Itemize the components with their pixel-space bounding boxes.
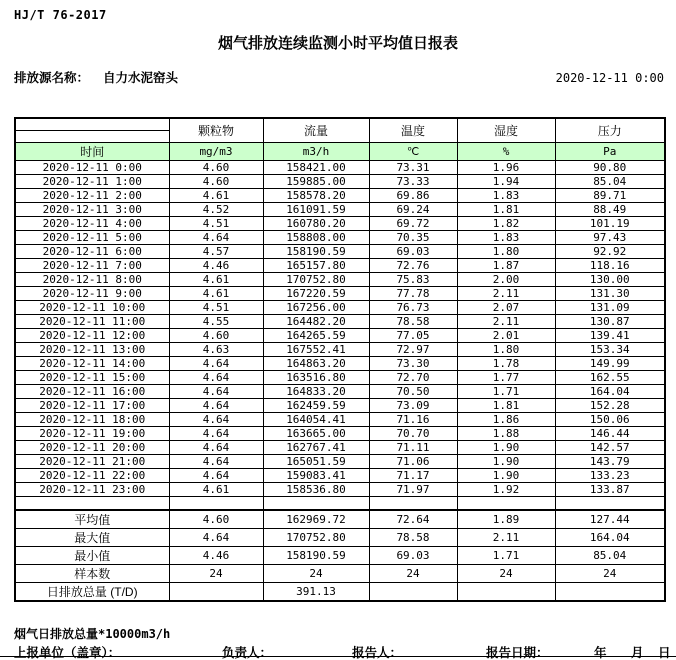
table-row — [15, 398, 665, 412]
value-cell: 92.92 — [555, 244, 665, 258]
value-cell: 69.86 — [369, 188, 457, 202]
value-cell: 4.64 — [169, 230, 263, 244]
summary-value-cell: 78.58 — [369, 528, 457, 546]
value-cell: 4.55 — [169, 314, 263, 328]
value-cell: 149.99 — [555, 356, 665, 370]
units-header-row — [15, 142, 665, 160]
summary-value-cell: 85.04 — [555, 546, 665, 564]
time-cell: 2020-12-11 15:00 — [15, 370, 169, 384]
col-header-flow: 流量 — [263, 118, 369, 142]
summary-value-cell: 127.44 — [555, 510, 665, 529]
time-cell: 2020-12-11 10:00 — [15, 300, 169, 314]
table-row — [15, 356, 665, 370]
summary-value-cell: 164.04 — [555, 528, 665, 546]
value-cell: 4.52 — [169, 202, 263, 216]
day-label: 日 — [658, 646, 671, 660]
value-cell: 1.96 — [457, 160, 555, 174]
value-cell: 88.49 — [555, 202, 665, 216]
summary-value-cell: 72.64 — [369, 510, 457, 529]
value-cell: 1.90 — [457, 454, 555, 468]
summary-body — [15, 510, 665, 601]
value-cell: 153.34 — [555, 342, 665, 356]
unit-temp: ℃ — [369, 142, 457, 160]
summary-label: 平均值 — [15, 510, 169, 529]
value-cell: 161091.59 — [263, 202, 369, 216]
value-cell: 1.83 — [457, 188, 555, 202]
summary-row — [15, 564, 665, 582]
time-cell: 2020-12-11 13:00 — [15, 342, 169, 356]
table-row — [15, 258, 665, 272]
value-cell: 73.30 — [369, 356, 457, 370]
value-cell: 72.97 — [369, 342, 457, 356]
value-cell: 162.55 — [555, 370, 665, 384]
time-cell: 2020-12-11 5:00 — [15, 230, 169, 244]
value-cell: 170752.80 — [263, 272, 369, 286]
summary-value-cell: 4.46 — [169, 546, 263, 564]
time-cell: 2020-12-11 0:00 — [15, 160, 169, 174]
reporting-unit-label: 上报单位（盖章）： — [14, 646, 121, 660]
year-label: 年 — [594, 646, 607, 660]
value-cell: 167220.59 — [263, 286, 369, 300]
summary-row — [15, 582, 665, 601]
table-row — [15, 202, 665, 216]
table-row — [15, 286, 665, 300]
value-cell: 146.44 — [555, 426, 665, 440]
value-cell: 77.05 — [369, 328, 457, 342]
value-cell: 4.64 — [169, 356, 263, 370]
table-row — [15, 468, 665, 482]
blank-row — [15, 496, 665, 510]
value-cell: 158536.80 — [263, 482, 369, 496]
value-cell: 164.04 — [555, 384, 665, 398]
time-header: 时间 — [15, 142, 169, 160]
value-cell: 4.64 — [169, 384, 263, 398]
summary-value-cell: 158190.59 — [263, 546, 369, 564]
value-cell: 130.87 — [555, 314, 665, 328]
unit-pressure: Pa — [555, 142, 665, 160]
value-cell: 1.90 — [457, 468, 555, 482]
reporter-label: 报告人： — [352, 646, 403, 660]
value-cell: 160780.20 — [263, 216, 369, 230]
source-value: 自力水泥窑头 — [103, 71, 179, 85]
value-cell: 70.70 — [369, 426, 457, 440]
value-cell: 78.58 — [369, 314, 457, 328]
value-cell: 164863.20 — [263, 356, 369, 370]
value-cell: 2.01 — [457, 328, 555, 342]
value-cell: 162459.59 — [263, 398, 369, 412]
summary-row — [15, 510, 665, 529]
value-cell: 1.77 — [457, 370, 555, 384]
table-row — [15, 370, 665, 384]
value-cell: 164265.59 — [263, 328, 369, 342]
emission-source — [14, 68, 178, 86]
value-cell: 1.90 — [457, 440, 555, 454]
value-cell: 71.16 — [369, 412, 457, 426]
value-cell: 73.09 — [369, 398, 457, 412]
value-cell: 131.30 — [555, 286, 665, 300]
value-cell: 2.00 — [457, 272, 555, 286]
summary-value-cell: 4.60 — [169, 510, 263, 529]
table-row — [15, 482, 665, 496]
value-cell: 162767.41 — [263, 440, 369, 454]
value-cell: 4.61 — [169, 272, 263, 286]
value-cell: 71.11 — [369, 440, 457, 454]
time-cell: 2020-12-11 20:00 — [15, 440, 169, 454]
value-cell: 71.17 — [369, 468, 457, 482]
value-cell: 164833.20 — [263, 384, 369, 398]
table-row — [15, 272, 665, 286]
value-cell: 159083.41 — [263, 468, 369, 482]
table-row — [15, 174, 665, 188]
report-datetime: 2020-12-11 0:00 — [555, 71, 664, 85]
value-cell: 4.57 — [169, 244, 263, 258]
value-cell: 164482.20 — [263, 314, 369, 328]
summary-value-cell: 2.11 — [457, 528, 555, 546]
time-cell: 2020-12-11 14:00 — [15, 356, 169, 370]
value-cell: 4.46 — [169, 258, 263, 272]
value-cell: 73.31 — [369, 160, 457, 174]
value-cell: 118.16 — [555, 258, 665, 272]
value-cell: 167256.00 — [263, 300, 369, 314]
value-cell: 1.83 — [457, 230, 555, 244]
col-header-temp: 温度 — [369, 118, 457, 142]
standard-code: HJ/T 76-2017 — [14, 8, 107, 22]
table-row — [15, 244, 665, 258]
report-date-label: 报告日期： — [486, 646, 549, 660]
summary-value-cell: 24 — [263, 564, 369, 582]
summary-value-cell: 1.89 — [457, 510, 555, 529]
value-cell: 71.06 — [369, 454, 457, 468]
meta-row — [14, 68, 664, 86]
value-cell: 1.71 — [457, 384, 555, 398]
table-row — [15, 426, 665, 440]
time-header-spacer-top — [15, 118, 169, 130]
value-cell: 69.24 — [369, 202, 457, 216]
summary-value-cell: 69.03 — [369, 546, 457, 564]
table-row — [15, 314, 665, 328]
time-cell: 2020-12-11 1:00 — [15, 174, 169, 188]
value-cell: 163516.80 — [263, 370, 369, 384]
param-header-row — [15, 118, 665, 130]
value-cell: 70.50 — [369, 384, 457, 398]
value-cell: 4.64 — [169, 426, 263, 440]
table-row — [15, 342, 665, 356]
value-cell: 139.41 — [555, 328, 665, 342]
summary-value-cell: 170752.80 — [263, 528, 369, 546]
value-cell: 89.71 — [555, 188, 665, 202]
value-cell: 1.78 — [457, 356, 555, 370]
time-cell: 2020-12-11 4:00 — [15, 216, 169, 230]
value-cell: 70.35 — [369, 230, 457, 244]
value-cell: 150.06 — [555, 412, 665, 426]
value-cell: 4.64 — [169, 398, 263, 412]
value-cell: 165051.59 — [263, 454, 369, 468]
time-cell: 2020-12-11 11:00 — [15, 314, 169, 328]
value-cell: 72.76 — [369, 258, 457, 272]
summary-value-cell — [169, 582, 263, 601]
value-cell: 75.83 — [369, 272, 457, 286]
table-row — [15, 188, 665, 202]
table-row — [15, 160, 665, 174]
summary-value-cell — [555, 582, 665, 601]
value-cell: 1.80 — [457, 244, 555, 258]
value-cell: 90.80 — [555, 160, 665, 174]
summary-value-cell — [457, 582, 555, 601]
value-cell: 1.81 — [457, 398, 555, 412]
value-cell: 158808.00 — [263, 230, 369, 244]
table-row — [15, 454, 665, 468]
value-cell: 158421.00 — [263, 160, 369, 174]
time-header-spacer-bottom — [15, 130, 169, 142]
time-cell: 2020-12-11 6:00 — [15, 244, 169, 258]
table-row — [15, 216, 665, 230]
summary-row — [15, 546, 665, 564]
value-cell: 69.72 — [369, 216, 457, 230]
value-cell: 4.64 — [169, 454, 263, 468]
value-cell: 4.64 — [169, 412, 263, 426]
value-cell: 158190.59 — [263, 244, 369, 258]
summary-value-cell: 1.71 — [457, 546, 555, 564]
value-cell: 1.82 — [457, 216, 555, 230]
value-cell: 142.57 — [555, 440, 665, 454]
value-cell: 2.11 — [457, 314, 555, 328]
col-header-humidity: 湿度 — [457, 118, 555, 142]
total-emission-note — [14, 625, 170, 642]
value-cell: 133.23 — [555, 468, 665, 482]
value-cell: 1.94 — [457, 174, 555, 188]
summary-value-cell: 4.64 — [169, 528, 263, 546]
value-cell: 1.87 — [457, 258, 555, 272]
total-emission-note-text: 烟气日排放总量*10000m3/h — [14, 627, 171, 641]
time-cell: 2020-12-11 8:00 — [15, 272, 169, 286]
value-cell: 1.86 — [457, 412, 555, 426]
time-cell: 2020-12-11 21:00 — [15, 454, 169, 468]
summary-label: 日排放总量 (T/D) — [15, 582, 169, 601]
summary-value-cell: 24 — [457, 564, 555, 582]
value-cell: 130.00 — [555, 272, 665, 286]
summary-value-cell: 24 — [555, 564, 665, 582]
value-cell: 4.51 — [169, 216, 263, 230]
value-cell: 1.92 — [457, 482, 555, 496]
table-row — [15, 384, 665, 398]
value-cell: 143.79 — [555, 454, 665, 468]
summary-value-cell: 24 — [369, 564, 457, 582]
time-cell: 2020-12-11 3:00 — [15, 202, 169, 216]
value-cell: 159885.00 — [263, 174, 369, 188]
value-cell: 2.07 — [457, 300, 555, 314]
value-cell: 167552.41 — [263, 342, 369, 356]
table-row — [15, 440, 665, 454]
value-cell: 133.87 — [555, 482, 665, 496]
unit-humidity: % — [457, 142, 555, 160]
time-cell: 2020-12-11 22:00 — [15, 468, 169, 482]
summary-label: 样本数 — [15, 564, 169, 582]
value-cell: 72.70 — [369, 370, 457, 384]
unit-pm: mg/m3 — [169, 142, 263, 160]
time-cell: 2020-12-11 9:00 — [15, 286, 169, 300]
value-cell: 4.63 — [169, 342, 263, 356]
value-cell: 71.97 — [369, 482, 457, 496]
unit-flow: m3/h — [263, 142, 369, 160]
time-cell: 2020-12-11 2:00 — [15, 188, 169, 202]
value-cell: 158578.20 — [263, 188, 369, 202]
value-cell: 1.81 — [457, 202, 555, 216]
value-cell: 131.09 — [555, 300, 665, 314]
time-cell: 2020-12-11 12:00 — [15, 328, 169, 342]
source-label: 排放源名称： — [14, 71, 90, 85]
time-cell: 2020-12-11 23:00 — [15, 482, 169, 496]
time-cell: 2020-12-11 19:00 — [15, 426, 169, 440]
value-cell: 73.33 — [369, 174, 457, 188]
value-cell: 69.03 — [369, 244, 457, 258]
value-cell: 4.64 — [169, 370, 263, 384]
summary-label: 最大值 — [15, 528, 169, 546]
table-row — [15, 230, 665, 244]
bottom-rule — [0, 656, 676, 657]
value-cell: 152.28 — [555, 398, 665, 412]
value-cell: 4.51 — [169, 300, 263, 314]
value-cell: 2.11 — [457, 286, 555, 300]
time-cell: 2020-12-11 18:00 — [15, 412, 169, 426]
value-cell: 85.04 — [555, 174, 665, 188]
month-label: 月 — [631, 646, 644, 660]
table-row — [15, 412, 665, 426]
value-cell: 97.43 — [555, 230, 665, 244]
value-cell: 4.61 — [169, 482, 263, 496]
time-cell: 2020-12-11 7:00 — [15, 258, 169, 272]
value-cell: 4.60 — [169, 328, 263, 342]
responsible-person-label: 负责人： — [222, 646, 273, 660]
value-cell: 77.78 — [369, 286, 457, 300]
table-row — [15, 328, 665, 342]
col-header-pressure: 压力 — [555, 118, 665, 142]
summary-value-cell: 162969.72 — [263, 510, 369, 529]
value-cell: 4.64 — [169, 440, 263, 454]
value-cell: 4.64 — [169, 468, 263, 482]
table-body — [15, 160, 665, 496]
value-cell: 101.19 — [555, 216, 665, 230]
value-cell: 4.60 — [169, 160, 263, 174]
summary-value-cell: 24 — [169, 564, 263, 582]
table-row — [15, 300, 665, 314]
report-table — [14, 117, 666, 602]
value-cell: 1.80 — [457, 342, 555, 356]
value-cell: 163665.00 — [263, 426, 369, 440]
value-cell: 1.88 — [457, 426, 555, 440]
value-cell: 164054.41 — [263, 412, 369, 426]
value-cell: 4.61 — [169, 188, 263, 202]
time-cell: 2020-12-11 17:00 — [15, 398, 169, 412]
value-cell: 4.61 — [169, 286, 263, 300]
value-cell: 165157.80 — [263, 258, 369, 272]
summary-label: 最小值 — [15, 546, 169, 564]
summary-row — [15, 528, 665, 546]
value-cell: 4.60 — [169, 174, 263, 188]
page-title: 烟气排放连续监测小时平均值日报表 — [217, 35, 458, 52]
time-cell: 2020-12-11 16:00 — [15, 384, 169, 398]
value-cell: 76.73 — [369, 300, 457, 314]
summary-value-cell — [369, 582, 457, 601]
col-header-pm: 颗粒物 — [169, 118, 263, 142]
summary-value-cell: 391.13 — [263, 582, 369, 601]
blank-separator — [15, 496, 665, 510]
